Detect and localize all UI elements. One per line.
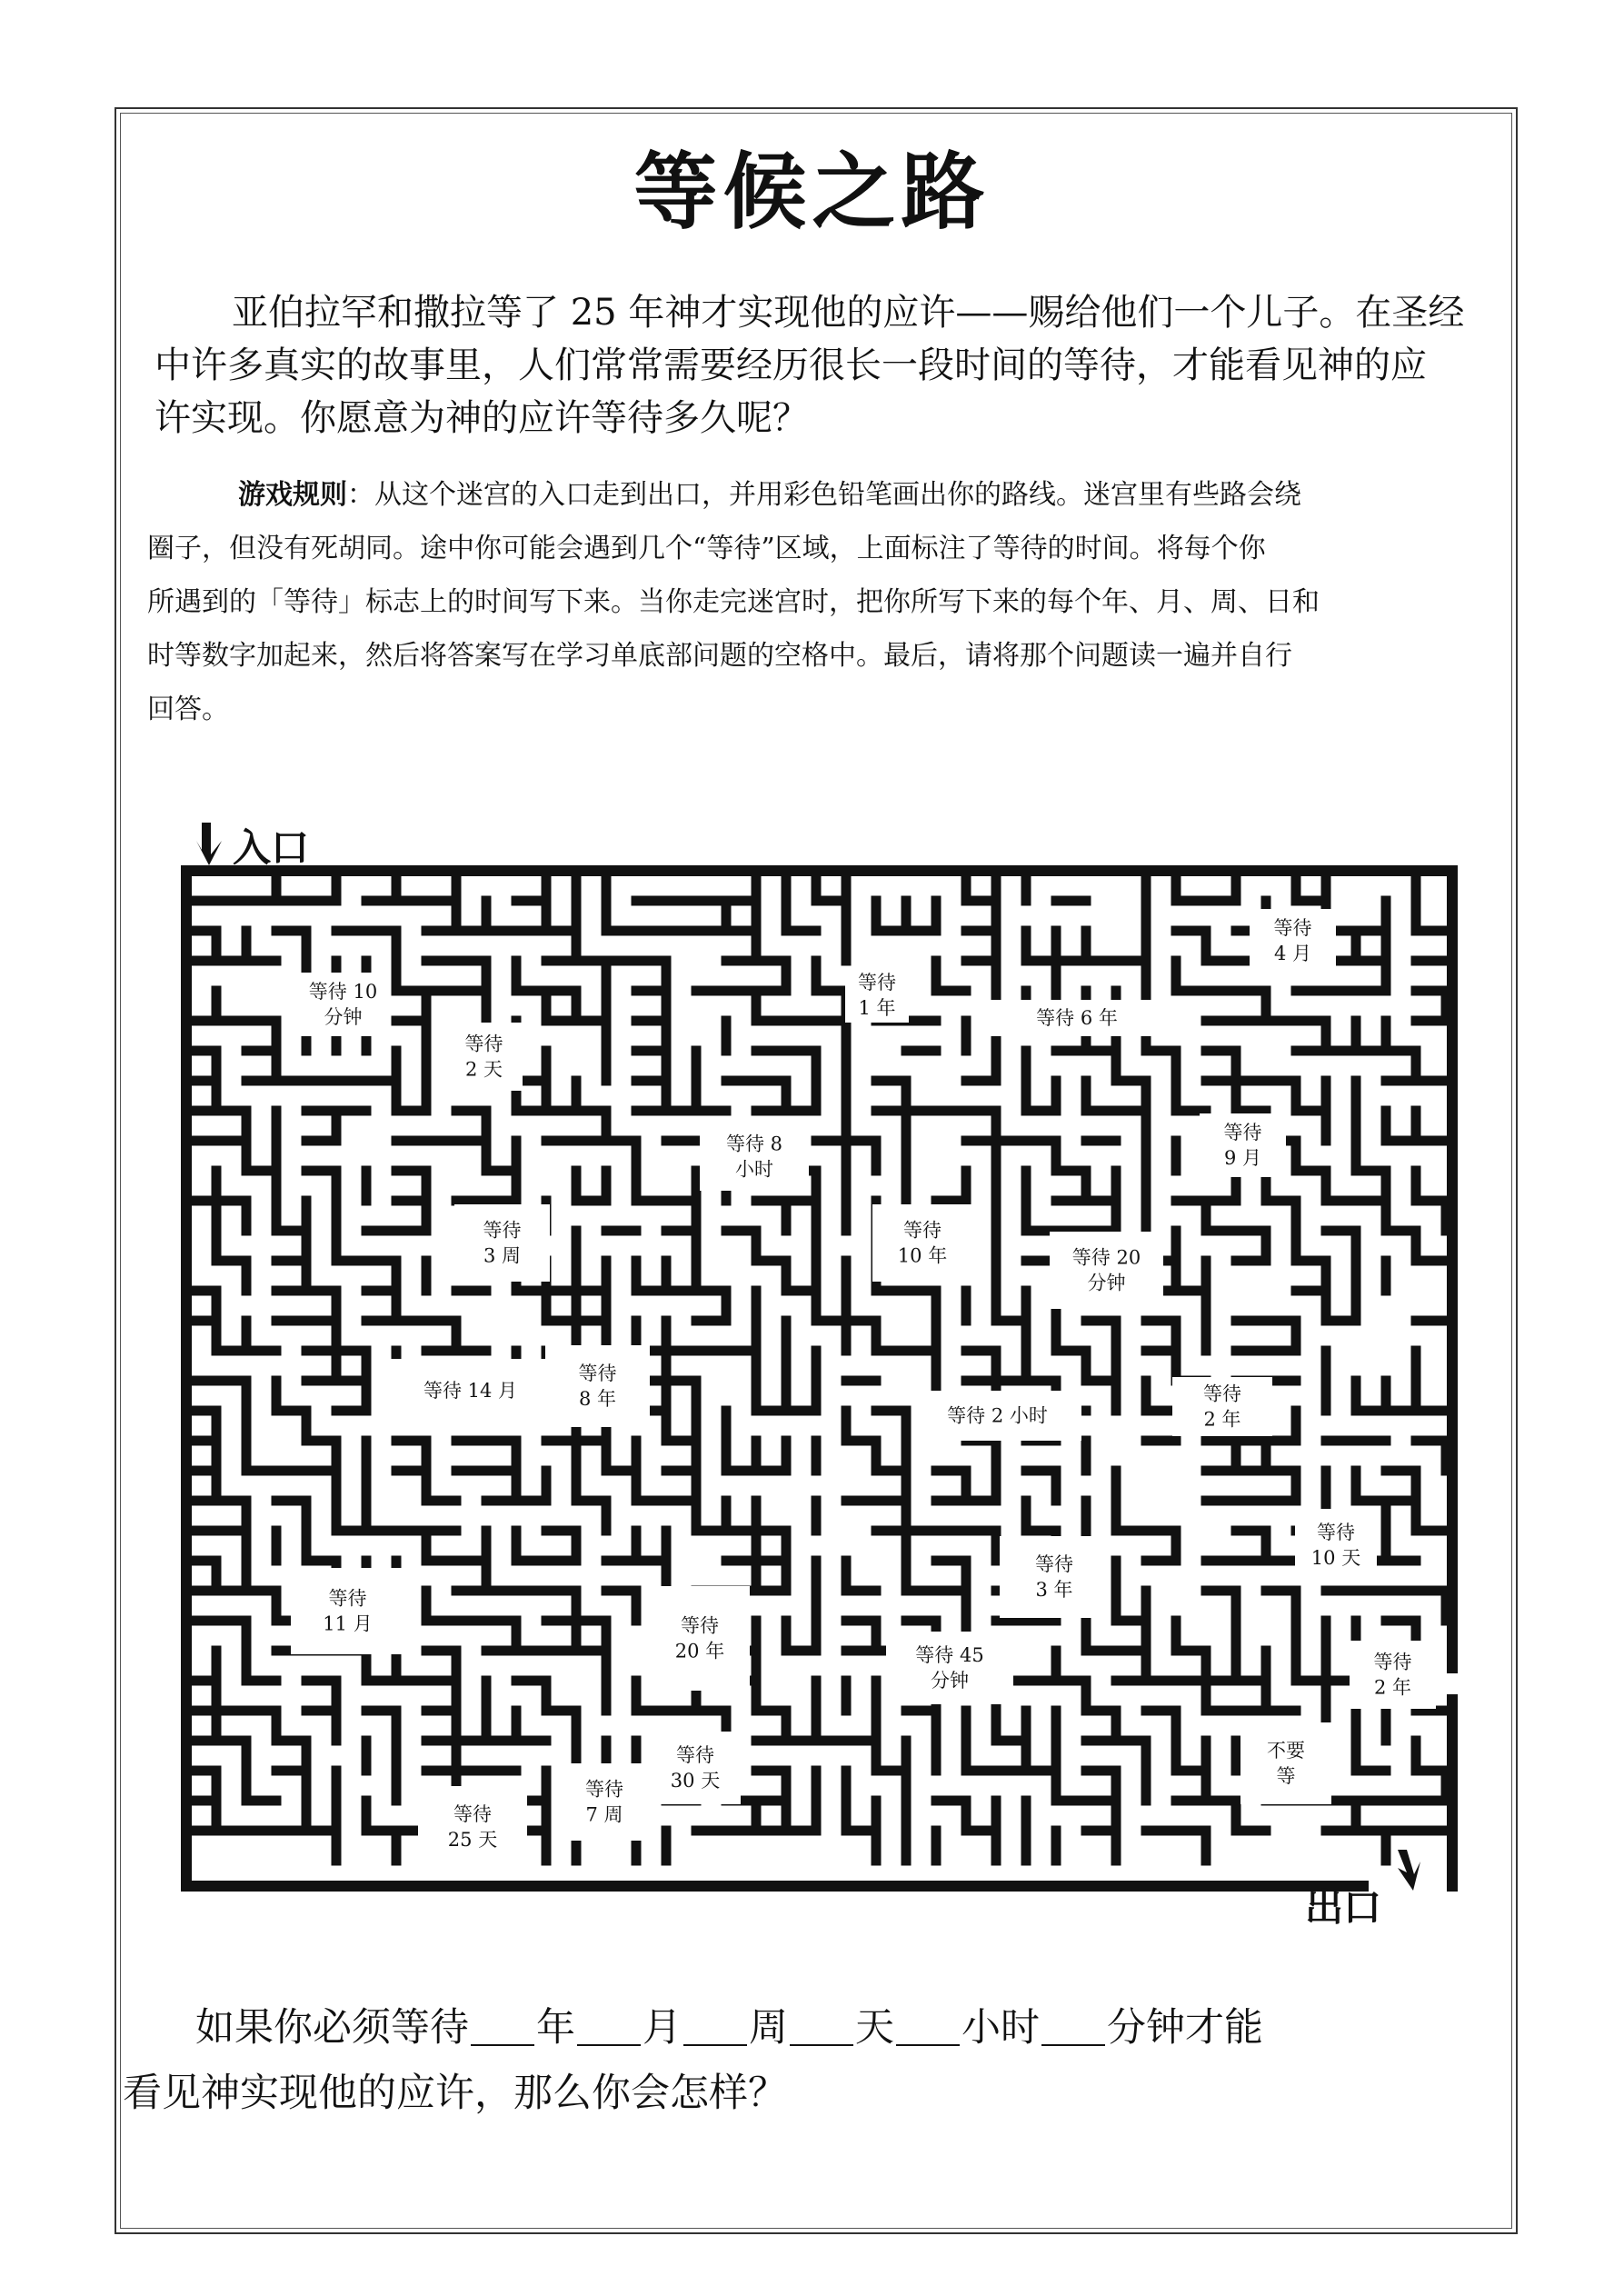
- wait-zone-label: 30 天: [670, 1770, 721, 1792]
- wait-zone-box: [872, 1204, 972, 1282]
- wait-zone-box: [454, 1204, 550, 1282]
- wait-zone-label: 等待 20: [1071, 1246, 1141, 1269]
- rules-line: 时等数字加起来，然后将答案写在学习单底部问题的空格中。最后，请将那个问题读一遍并自行: [147, 640, 1292, 672]
- wait-zone-label: 等待: [1223, 1122, 1262, 1143]
- question-text: 分钟才能: [1107, 2005, 1263, 2051]
- wait-zone-label: 10 年: [897, 1244, 948, 1267]
- wait-zone-label: 等待: [1035, 1553, 1073, 1575]
- wait-zone-box: [1050, 1232, 1163, 1309]
- rules-line: 圈子，但没有死胡同。途中你可能会遇到几个“等待”区域，上面标注了等待的时间。将每个你: [147, 533, 1266, 564]
- rules-line: ：从这个迷宫的入口走到出口，并用彩色铅笔画出你的路线。迷宫里有些路会绕: [347, 479, 1301, 511]
- wait-zone-label: 7 周: [585, 1803, 623, 1826]
- wait-zone-label: 等待: [585, 1778, 623, 1801]
- question-unit: 年: [536, 2005, 575, 2051]
- wait-zone-label: 11 月: [323, 1612, 373, 1635]
- intro-line: 亚伯拉罕和撒拉等了 25 年神才实现他的应许——赐给他们一个儿子。在圣经: [232, 292, 1465, 334]
- wait-zone-label: 等待: [578, 1363, 617, 1384]
- wait-zone-label: 不要: [1267, 1740, 1305, 1762]
- wait-zone-box: [554, 1763, 654, 1841]
- page-title: 等候之路: [633, 144, 991, 241]
- wait-zone-label: 10 天: [1310, 1547, 1361, 1569]
- question-text: 如果你必须等待: [195, 2005, 469, 2051]
- rules-label: 游戏规则: [238, 479, 347, 511]
- wait-zone-label: 等待 8: [725, 1133, 783, 1155]
- blank-hours[interactable]: [896, 2008, 960, 2046]
- wait-zone-label: 8 年: [578, 1388, 617, 1410]
- wait-zone-label: 等待 10: [308, 981, 378, 1003]
- wait-zone-label: 2 天: [464, 1058, 503, 1081]
- wait-zone-label: 20 年: [674, 1640, 725, 1662]
- wait-zone-label: 等待: [483, 1219, 522, 1242]
- wait-zone-box: [650, 1732, 741, 1804]
- rules-line: 所遇到的「等待」标志上的时间写下来。当你走完迷宫时，把你所写下来的每个年、月、周、日和: [147, 586, 1320, 618]
- wait-zone-label: 等待: [328, 1587, 367, 1610]
- wait-zone-label: 等待: [1203, 1383, 1241, 1405]
- wait-zone-label: 分钟: [1087, 1272, 1126, 1294]
- wait-zone-label: 2 年: [1203, 1408, 1241, 1431]
- wait-zone-box: [886, 1632, 1013, 1704]
- wait-zone-label: 分钟: [324, 1006, 363, 1028]
- wait-zone-label: 等待: [858, 972, 896, 993]
- wait-zone-label: 3 年: [1035, 1579, 1073, 1601]
- wait-zone-box: [418, 1786, 527, 1868]
- entrance-arrow-icon: [196, 823, 222, 865]
- wait-zone-label: 等待: [464, 1033, 503, 1055]
- wait-zone-label: 等待 45: [915, 1644, 984, 1666]
- wait-zone-label: 9 月: [1223, 1147, 1262, 1169]
- question-unit: 小时: [961, 2005, 1040, 2051]
- rules-line: 回答。: [147, 694, 229, 725]
- wait-zone-label: 等待: [681, 1614, 719, 1637]
- wait-zone-label: 4 月: [1273, 943, 1312, 964]
- question-unit: 周: [749, 2005, 788, 2051]
- exit-arrow-icon: [1398, 1850, 1420, 1891]
- entrance-label: 入口: [233, 825, 310, 870]
- wait-zone-label: 小时: [735, 1158, 773, 1181]
- exit-label: 出口: [1305, 1885, 1382, 1930]
- wait-zone-box: [650, 1586, 750, 1691]
- blank-months[interactable]: [577, 2008, 641, 2046]
- question-text: 看见神实现他的应许，那么你会怎样？: [123, 2071, 787, 2116]
- wait-zone-box: [1295, 1509, 1377, 1582]
- wait-zone-label: 等待 2 小时: [947, 1404, 1048, 1427]
- wait-zone-label: 1 年: [858, 997, 896, 1019]
- question-unit: 天: [855, 2005, 894, 2051]
- wait-zone-label: 等: [1276, 1765, 1296, 1787]
- wait-zone-label: 2 年: [1373, 1676, 1412, 1699]
- wait-zone-label: 等待: [676, 1744, 714, 1766]
- blank-minutes[interactable]: [1041, 2008, 1105, 2046]
- wait-zone-box: [1000, 1536, 1109, 1618]
- intro-line: 许实现。你愿意为神的应许等待多久呢？: [154, 397, 809, 439]
- blank-weeks[interactable]: [683, 2008, 747, 2046]
- wait-zone-label: 等待 14 月: [423, 1380, 518, 1402]
- wait-zone-label: 3 周: [483, 1244, 522, 1267]
- wait-zone-label: 等待: [1373, 1651, 1412, 1673]
- blank-days[interactable]: [790, 2008, 853, 2046]
- wait-zone-label: 分钟: [931, 1670, 969, 1692]
- wait-zone-label: 等待 6 年: [1036, 1007, 1118, 1029]
- wait-zone-label: 等待: [1317, 1522, 1355, 1543]
- wait-zone-box: [291, 1568, 404, 1654]
- closing-question: [123, 1995, 1486, 2126]
- wait-zone-box: [1240, 1722, 1331, 1804]
- wait-zone-label: 25 天: [447, 1829, 498, 1851]
- question-unit: 月: [643, 2005, 682, 2051]
- intro-line: 中许多真实的故事里，人们常常需要经历很长一段时间的等待，才能看见神的应: [154, 344, 1427, 386]
- wait-zone-label: 等待: [1273, 917, 1312, 939]
- wait-zone-label: 等待: [903, 1219, 942, 1242]
- wait-zone-label: 等待: [453, 1803, 492, 1825]
- wait-zone-box: [545, 1345, 650, 1427]
- blank-years[interactable]: [471, 2008, 534, 2046]
